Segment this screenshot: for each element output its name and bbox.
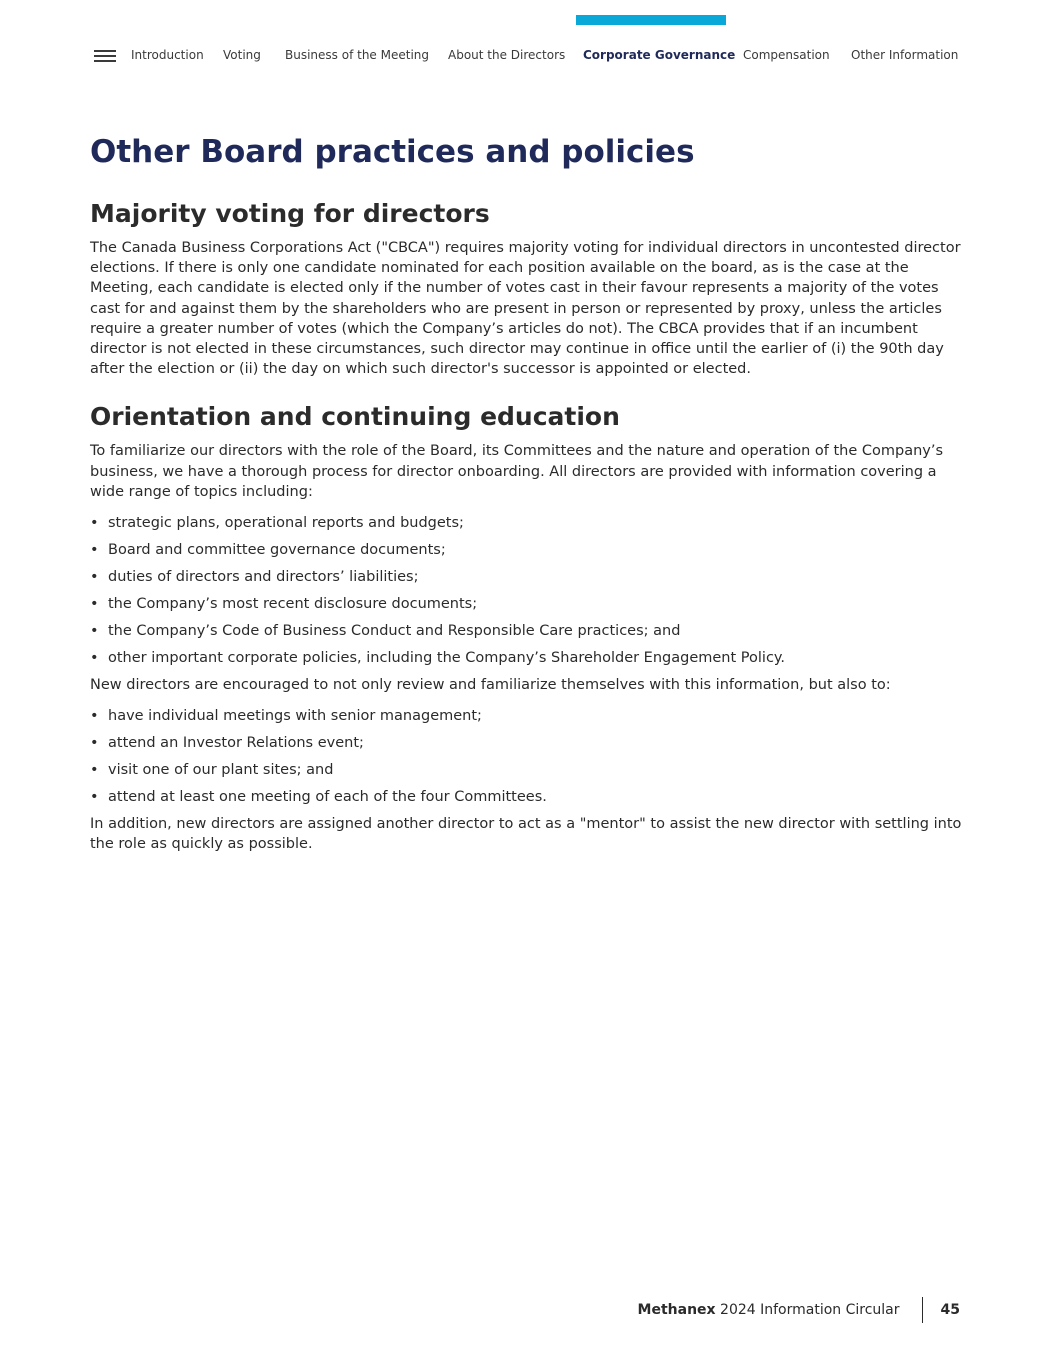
section-heading-orientation: Orientation and continuing education bbox=[90, 402, 620, 432]
nav-item-introduction[interactable]: Introduction bbox=[131, 48, 204, 62]
footer-brand: Methanex bbox=[637, 1302, 716, 1318]
list-item: • strategic plans, operational reports and budgets; bbox=[90, 513, 970, 533]
nav-item-about-the-directors[interactable]: About the Directors bbox=[448, 48, 566, 62]
list-item: • attend at least one meeting of each of the four Committees. bbox=[90, 787, 970, 807]
mentor-paragraph: In addition, new directors are assigned another director to act as a "mentor" to assist the new director with settling into the role as quickly as possible. bbox=[90, 816, 962, 853]
list-item: • the Company’s Code of Business Conduct and Responsible Care practices; and bbox=[90, 621, 970, 641]
footer-document-title: 2024 Information Circular bbox=[720, 1302, 900, 1318]
nav-item-other-information[interactable]: Other Information bbox=[851, 48, 959, 62]
main-content bbox=[90, 128, 970, 855]
onboarding-topics-list bbox=[90, 513, 970, 668]
active-section-indicator bbox=[576, 15, 726, 25]
nav-item-compensation[interactable]: Compensation bbox=[743, 48, 830, 62]
list-item: • visit one of our plant sites; and bbox=[90, 760, 970, 780]
top-navigation bbox=[0, 0, 1055, 80]
nav-item-corporate-governance[interactable]: Corporate Governance bbox=[583, 48, 736, 62]
hamburger-menu-icon[interactable] bbox=[94, 50, 116, 64]
new-directors-paragraph: New directors are encouraged to not only review and familiarize themselves with this information, but also to: bbox=[90, 677, 891, 694]
page-number: 45 bbox=[940, 1302, 960, 1318]
nav-item-business-of-the-meeting[interactable]: Business of the Meeting bbox=[285, 48, 429, 62]
list-item: • other important corporate policies, including the Company’s Shareholder Engagement Policy. bbox=[90, 648, 970, 668]
page-title: Other Board practices and policies bbox=[90, 134, 695, 170]
list-item: • attend an Investor Relations event; bbox=[90, 733, 970, 753]
page-footer bbox=[638, 1297, 960, 1323]
section-heading-majority-voting: Majority voting for directors bbox=[90, 199, 490, 228]
nav-item-voting[interactable]: Voting bbox=[223, 48, 261, 62]
list-item: • have individual meetings with senior management; bbox=[90, 706, 970, 726]
footer-divider bbox=[922, 1297, 923, 1323]
new-director-actions-list bbox=[90, 706, 970, 807]
majority-voting-paragraph: The Canada Business Corporations Act ("CBCA") requires majority voting for individual directors in uncontested director elections. If there is only one candidate nominated for each position available on the board, as is the case at the Meeting, each candidate is elected only if the number of votes cast in their favour represents a majority of the votes cast for and against them by the shareholders who are present in person or represented by proxy, unless the articles require a greater number of votes (which the Company’s articles do not). The CBCA provides that if an incumbent director is not elected in these circumstances, such director may continue in office until the earlier of (i) the 90th day after the election or (ii) the day on which such director's successor is appointed or elected. bbox=[90, 240, 961, 378]
orientation-intro-paragraph: To familiarize our directors with the role of the Board, its Committees and the nature and operation of the Company’s business, we have a thorough process for director onboarding. All directors are provided with information covering a wide range of topics including: bbox=[90, 443, 944, 500]
list-item: • Board and committee governance documents; bbox=[90, 540, 970, 560]
list-item: • duties of directors and directors’ liabilities; bbox=[90, 567, 970, 587]
list-item: • the Company’s most recent disclosure documents; bbox=[90, 594, 970, 614]
